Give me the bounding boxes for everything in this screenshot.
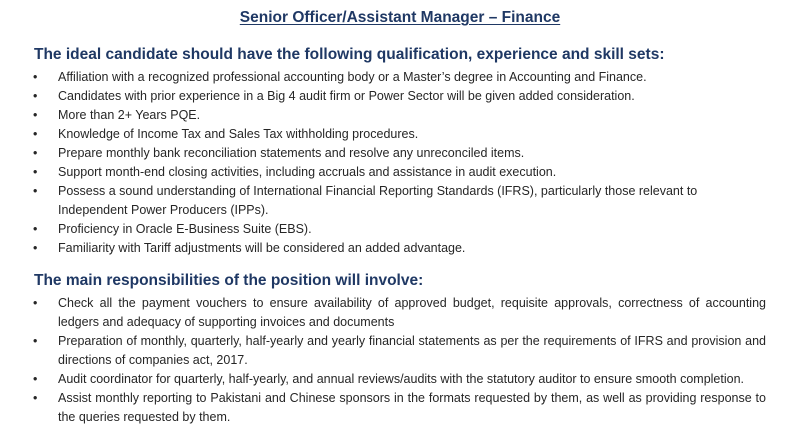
- bullet-icon: •: [33, 334, 38, 348]
- list-item: [0, 220, 800, 239]
- responsibilities-heading: The main responsibilities of the position will involve:: [34, 272, 424, 289]
- list-item-text: Possess a sound understanding of International Financial Reporting Standards (IFRS), particularly those relevant to Independent Power Producers (IPPs).: [58, 184, 698, 217]
- bullet-icon: •: [33, 127, 38, 141]
- list-item: [0, 332, 800, 370]
- bullet-icon: •: [33, 184, 38, 198]
- list-item: [0, 239, 800, 258]
- list-item: [0, 106, 800, 125]
- list-item-text: Prepare monthly bank reconciliation statements and resolve any unreconciled items.: [58, 146, 525, 160]
- list-item-text: Candidates with prior experience in a Big 4 audit firm or Power Sector will be given added consideration.: [58, 89, 635, 103]
- qualifications-heading: The ideal candidate should have the following qualification, experience and skill sets:: [34, 46, 665, 63]
- bullet-icon: •: [33, 241, 38, 255]
- list-item-text: Support month-end closing activities, including accruals and assistance in audit execution.: [58, 165, 557, 179]
- bullet-icon: •: [33, 89, 38, 103]
- bullet-icon: •: [33, 372, 38, 386]
- list-item-text: Knowledge of Income Tax and Sales Tax withholding procedures.: [58, 127, 419, 141]
- list-item-text: Assist monthly reporting to Pakistani and Chinese sponsors in the formats requested by them, as well as providing response to the queries requested by them.: [58, 391, 766, 424]
- list-item: [0, 294, 800, 332]
- list-item: [0, 370, 800, 389]
- list-item: [0, 389, 800, 427]
- bullet-icon: •: [33, 222, 38, 236]
- list-item-text: More than 2+ Years PQE.: [58, 108, 201, 122]
- bullet-icon: •: [33, 70, 38, 84]
- list-item: [0, 87, 800, 106]
- responsibilities-list: [0, 294, 800, 427]
- list-item: [0, 163, 800, 182]
- list-item-text: Check all the payment vouchers to ensure availability of approved budget, requisite approvals, correctness of accounting ledgers and adequacy of supporting invoices and documents: [58, 296, 766, 329]
- bullet-icon: •: [33, 108, 38, 122]
- job-title: Senior Officer/Assistant Manager – Finance: [239, 9, 561, 26]
- list-item: [0, 144, 800, 163]
- bullet-icon: •: [33, 296, 38, 310]
- list-item-text: Familiarity with Tariff adjustments will be considered an added advantage.: [58, 241, 466, 255]
- list-item-text: Affiliation with a recognized professional accounting body or a Master’s degree in Accounting and Finance.: [58, 70, 647, 84]
- list-item-text: Audit coordinator for quarterly, half-yearly, and annual reviews/audits with the statutory auditor to ensure smooth completion.: [58, 372, 745, 386]
- list-item-text: Proficiency in Oracle E-Business Suite (EBS).: [58, 222, 312, 236]
- bullet-icon: •: [33, 391, 38, 405]
- list-item: [0, 68, 800, 87]
- list-item: [0, 125, 800, 144]
- list-item: [0, 182, 800, 220]
- bullet-icon: •: [33, 165, 38, 179]
- list-item-text: Preparation of monthly, quarterly, half-yearly and yearly financial statements as per the requirements of IFRS and provision and directions of companies act, 2017.: [58, 334, 766, 367]
- qualifications-list: [0, 68, 800, 258]
- bullet-icon: •: [33, 146, 38, 160]
